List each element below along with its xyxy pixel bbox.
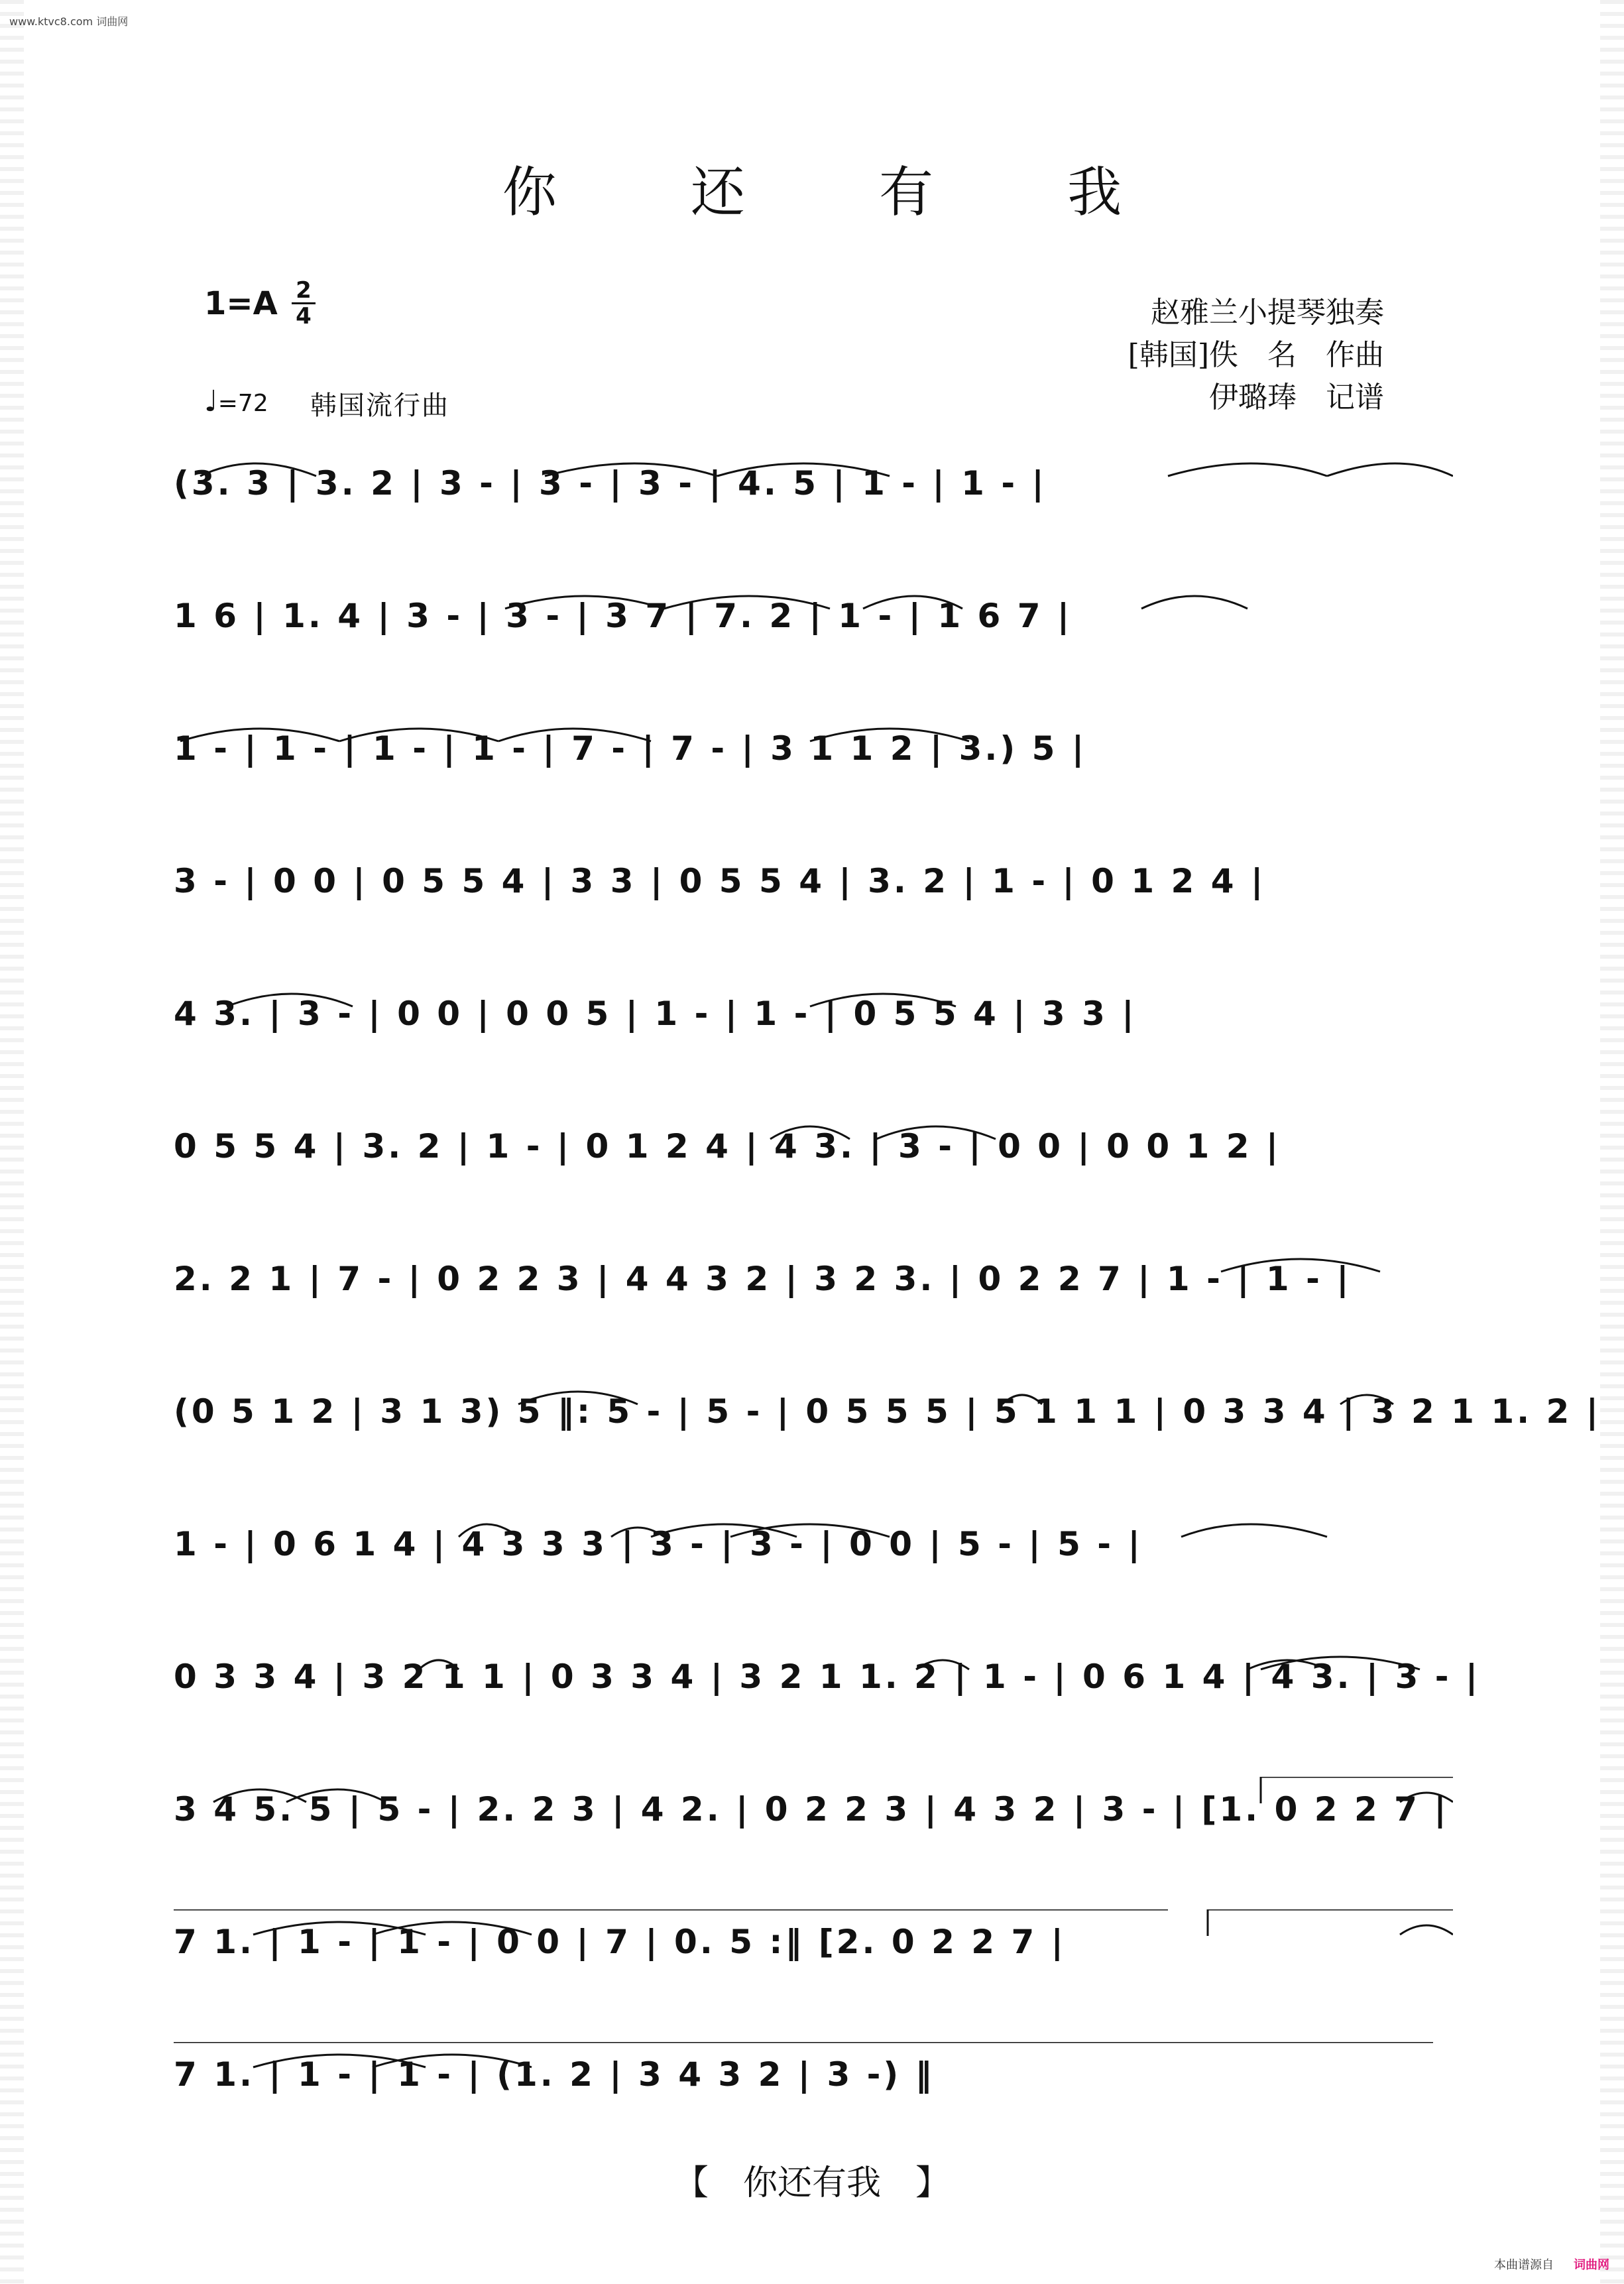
source-brand: 词曲网 xyxy=(1574,2258,1609,2272)
right-margin-watermark-strip xyxy=(1600,0,1624,2284)
score-row-text: 7 1. | 1 - | 1 - | 0 0 | 7 | 0. 5 :‖ [2. 0 2 2 7 | xyxy=(174,1923,1066,1961)
score-row-text: 1 - | 0 6 1 4 | 4 3 3 3 | 3 - | 3 - | 0 0 | 5 - | 5 - | xyxy=(174,1525,1143,1563)
score-row-9 xyxy=(174,1512,1453,1591)
score-row-text: 0 5 5 4 | 3. 2 | 1 - | 0 1 2 4 | 4 3. | 3 - | 0 0 | 0 0 1 2 | xyxy=(174,1127,1281,1166)
score-row-2 xyxy=(174,583,1453,663)
score-row-text: 7 1. | 1 - | 1 - | (1. 2 | 3 4 3 2 | 3 -) ‖ xyxy=(174,2055,935,2094)
tempo-value: =72 xyxy=(217,390,268,417)
credit-composer: [韩国]佚 名 作曲 xyxy=(1128,338,1384,372)
score-row-10 xyxy=(174,1644,1481,1724)
score-row-8 xyxy=(174,1379,1601,1459)
source-credit-text: 本曲谱源自 xyxy=(1494,2258,1554,2272)
time-signature xyxy=(292,278,316,328)
source-credit xyxy=(1494,2255,1609,2273)
score-row-5 xyxy=(174,981,1453,1061)
credit-transcriber: 伊璐琫 记谱 xyxy=(1209,381,1384,414)
score-row-7 xyxy=(174,1246,1453,1326)
score-row-text: 3 4 5. 5 | 5 - | 2. 2 3 | 4 2. | 0 2 2 3 | 4 3 2 | 3 - | [1. 0 2 2 7 | xyxy=(174,1790,1449,1829)
key-signature: 1=A xyxy=(204,285,278,322)
time-signature-numerator: 2 xyxy=(292,278,316,304)
credits-block xyxy=(1128,292,1384,419)
score-row-text: 2. 2 1 | 7 - | 0 2 2 3 | 4 4 3 2 | 3 2 3. | 0 2 2 7 | 1 - | 1 - | xyxy=(174,1260,1352,1298)
left-margin-watermark-strip xyxy=(0,0,24,2284)
score-row-6 xyxy=(174,1114,1453,1193)
score-row-text: (3. 3 | 3. 2 | 3 - | 3 - | 3 - | 4. 5 | 1 - | 1 - | xyxy=(174,464,1047,503)
score-row-text: 0 3 3 4 | 3 2 1 1 | 0 3 3 4 | 3 2 1 1. 2 | 1 - | 0 6 1 4 | 4 3. | 3 - | xyxy=(174,1657,1481,1696)
site-watermark: www.ktvc8.com 词曲网 xyxy=(9,15,129,28)
score-row-text: 4 3. | 3 - | 0 0 | 0 0 5 | 1 - | 1 - | 0 5 5 4 | 3 3 | xyxy=(174,994,1137,1033)
score-row-text: (0 5 1 2 | 3 1 3) 5 ‖: 5 - | 5 - | 0 5 5 5 | 5 1 1 1 | 0 3 3 4 | 3 2 1 1. 2 | xyxy=(174,1392,1601,1431)
footer-title: 【 你还有我 】 xyxy=(673,2163,950,2203)
credit-performer: 赵雅兰小提琴独奏 xyxy=(1151,296,1384,330)
score-row-text: 1 - | 1 - | 1 - | 1 - | 7 - | 7 - | 3 1 1 2 | 3.) 5 | xyxy=(174,729,1087,768)
tempo-marking xyxy=(204,385,268,418)
score-row-text: 3 - | 0 0 | 0 5 5 4 | 3 3 | 0 5 5 4 | 3. 2 | 1 - | 0 1 2 4 | xyxy=(174,862,1266,900)
score-row-11 xyxy=(174,1777,1453,1856)
quarter-note-icon: ♩ xyxy=(204,385,218,418)
score-row-12 xyxy=(174,1909,1453,1989)
score-row-4 xyxy=(174,849,1453,928)
page-title: 你 还 有 我 xyxy=(502,161,1181,224)
score-row-text: 1 6 | 1. 4 | 3 - | 3 - | 3 7 | 7. 2 | 1 - | 1 6 7 | xyxy=(174,597,1073,635)
score-row-1 xyxy=(174,451,1453,530)
genre-label: 韩国流行曲 xyxy=(310,391,449,421)
score-row-3 xyxy=(174,716,1453,796)
score-row-13 xyxy=(174,2042,1453,2122)
time-signature-denominator: 4 xyxy=(296,303,312,330)
